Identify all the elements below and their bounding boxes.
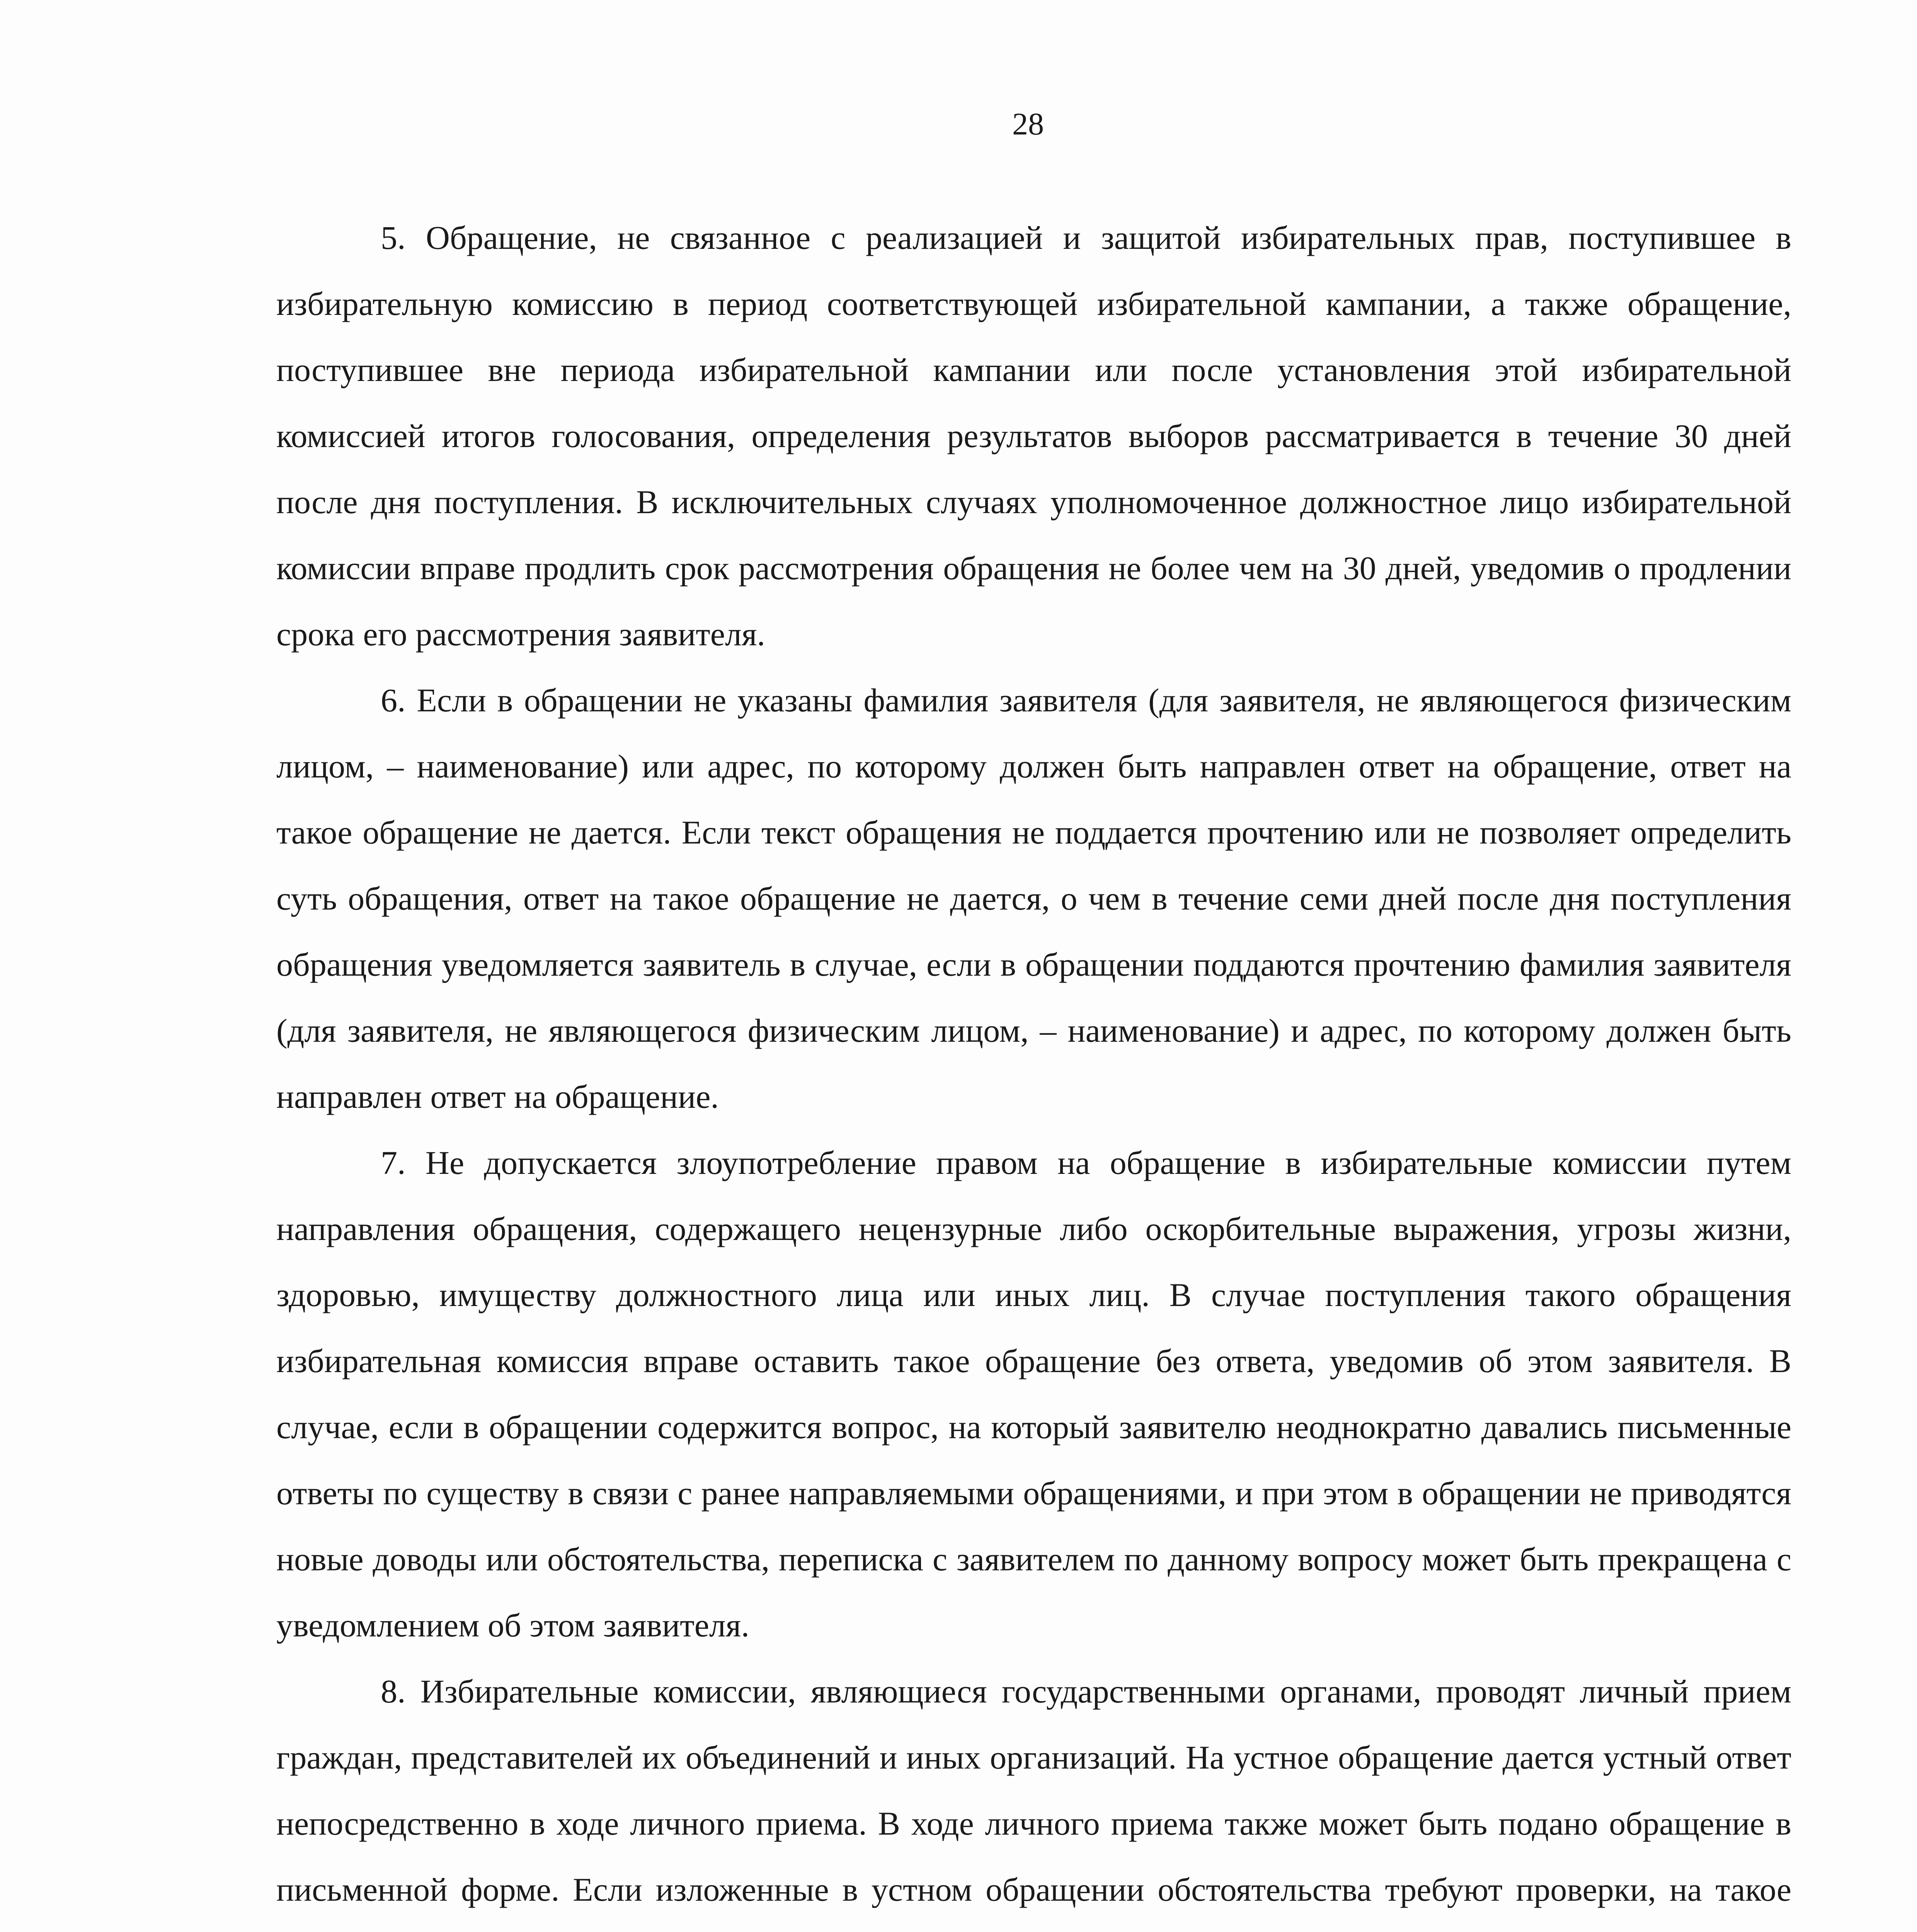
paragraph-5: 5. Обращение, не связанное с реализацией и защитой избирательных прав, поступившее в избирательную комиссию в период соответствующей избирательной кампании, а также обращение, поступившее вне периода избирательной кампании или после установления этой избирательной комиссией итогов голосования, определения результатов выборов рассматривается в течение 30 дней после дня поступления. В исключительных случаях уполномоченное должностное лицо избирательной комиссии вправе продлить срок рассмотрения обращения не более чем на 30 дней, уведомив о продлении срока его рассмотрения заявителя.: [276, 219, 1791, 653]
paragraph-7: 7. Не допускается злоупотребление правом на обращение в избирательные комиссии путем направления обращения, содержащего нецензурные либо оскорбительные выражения, угрозы жизни, здоровью, имуществу должностного лица или иных лиц. В случае поступления такого обращения избирательная комиссия вправе оставить такое обращение без ответа, уведомив об этом заявителя. В случае, если в обращении содержится вопрос, на который заявителю неоднократно давались письменные ответы по существу в связи с ранее направляемыми обращениями, и при этом в обращении не приводятся новые доводы или обстоятельства, переписка с заявителем по данному вопросу может быть прекращена с уведомлением об этом заявителя.: [276, 1144, 1791, 1644]
document-body: [276, 205, 1791, 1932]
page-number: 28: [1012, 106, 1044, 141]
paragraph-6: 6. Если в обращении не указаны фамилия заявителя (для заявителя, не являющегося физическим лицом, – наименование) или адрес, по которому должен быть направлен ответ на обращение, ответ на такое обращение не дается. Если текст обращения не поддается прочтению или не позволяет определить суть обращения, ответ на такое обращение не дается, о чем в течение семи дней после дня поступления обращения уведомляется заявитель в случае, если в обращении поддаются прочтению фамилия заявителя (для заявителя, не являющегося физическим лицом, – наименование) и адрес, по которому должен быть направлен ответ на обращение.: [276, 682, 1791, 1115]
paragraph-8: 8. Избирательные комиссии, являющиеся государственными органами, проводят личный прием граждан, представителей их объединений и иных организаций. На устное обращение дается устный ответ непосредственно в ходе личного приема. В ходе личного приема также может быть подано обращение в письменной форме. Если изложенные в устном обращении обстоятельства требуют проверки, на такое: [276, 1673, 1791, 1908]
